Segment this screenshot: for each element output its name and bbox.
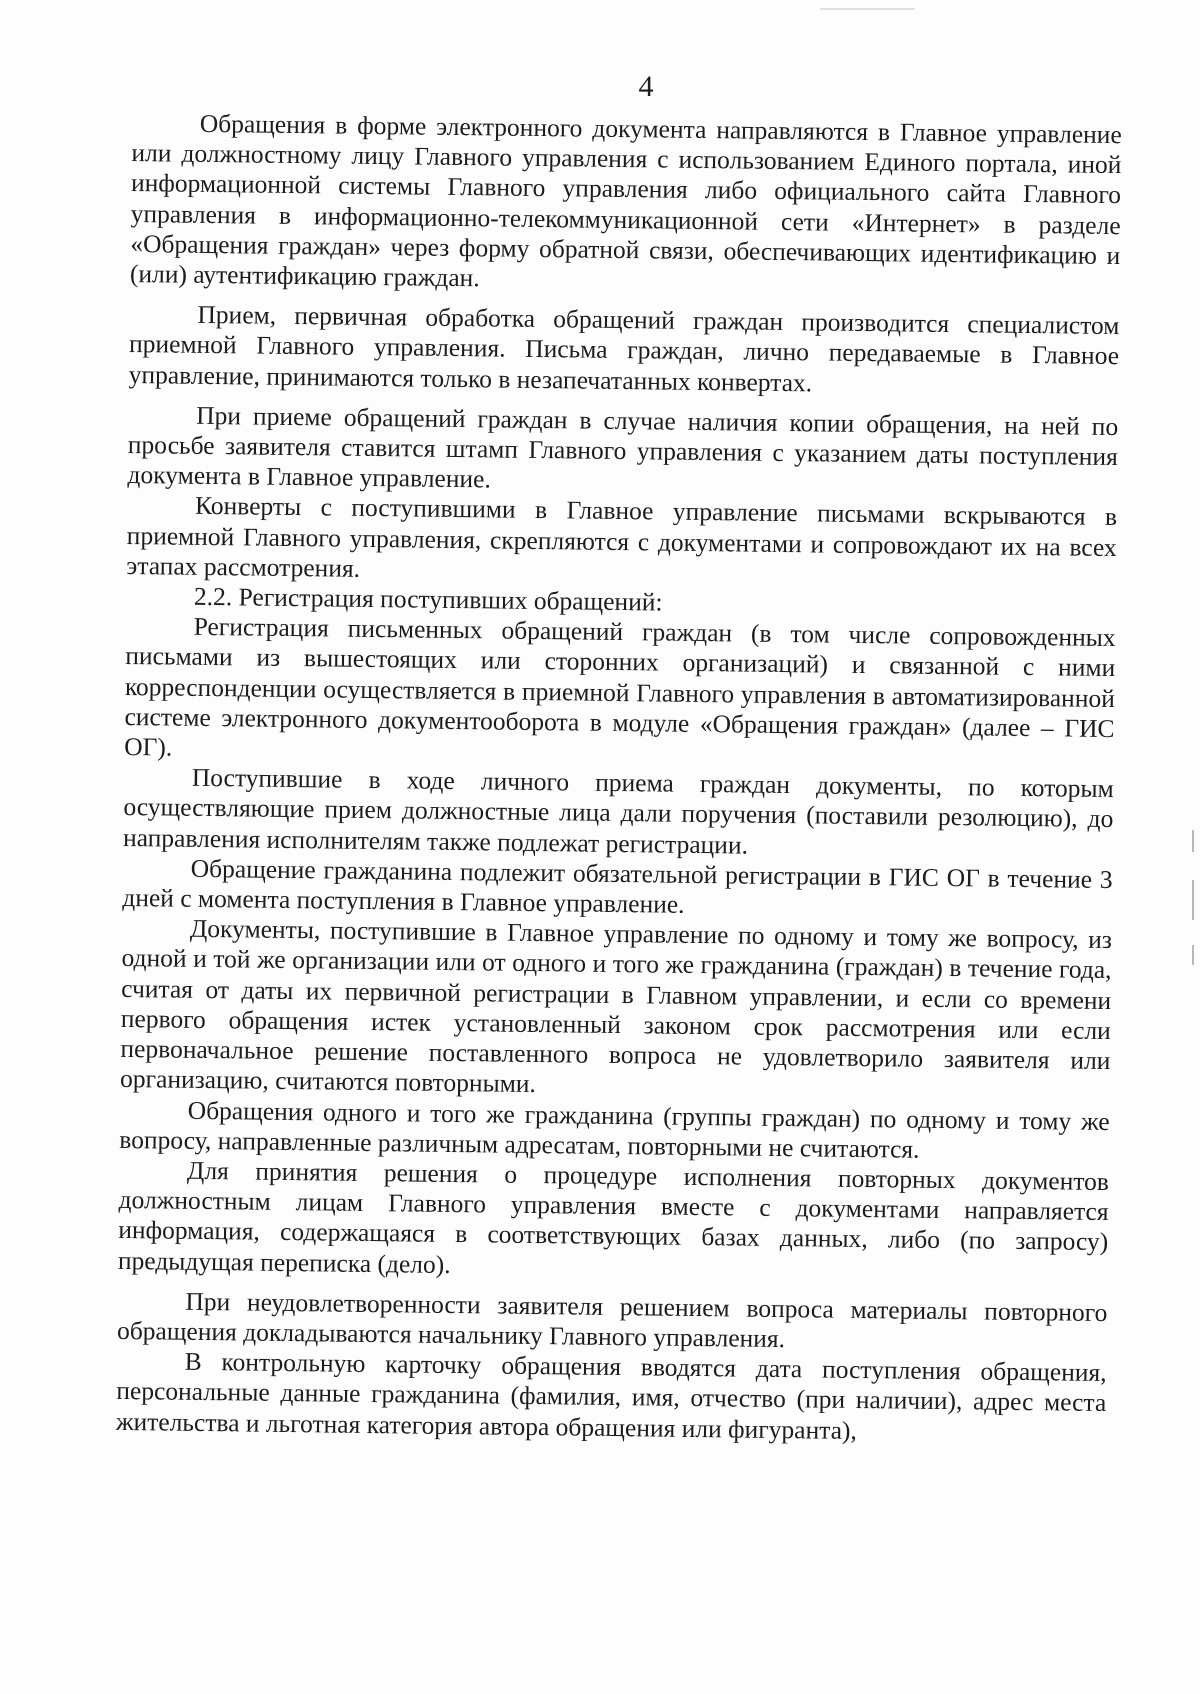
paragraph: Прием, первичная обработка обращений граждан производится специалистом приемной Главного управления. Письма граждан, лично передаваемые в Главное управление, принимаются только в незапечатанных конвертах. — [128, 300, 1120, 397]
paragraph: Обращения одного и того же гражданина (группы граждан) по одному и тому же вопросу, направленные различным адресатам, повторными не считаются. — [119, 1095, 1110, 1164]
paragraph: Для принятия решения о процедуре исполнения повторных документов должностным лицам Главного управления вместе с документами направляется информация, содержащаяся в соответствующих базах данных, либо (по запросу) предыдущая переписка (дело). — [117, 1155, 1110, 1279]
scan-artifact-right — [1192, 830, 1194, 852]
paragraph: При неудовлетворенности заявителя решением вопроса материалы повторного обращения докладываются начальнику Главного управления. — [116, 1286, 1108, 1353]
paragraph: Конверты с поступившими в Главное управление письмами вскрываются в приемной Главного управления, скрепляются с документами и сопровождают их на всех этапах рассмотрения. — [126, 491, 1118, 583]
scan-artifact-top — [820, 0, 915, 10]
section-heading: 2.2. Регистрация поступивших обращений: — [193, 581, 663, 617]
paragraph: Регистрация письменных обращений граждан (в том числе сопровожденных письмами из вышестоящих или сторонних организаций) и связанной с ними корреспонденции осуществляется в приемной Главного управления в автоматизированной системе электронного документооборота в модуле «Обращения граждан» (далее – ГИС ОГ). — [124, 612, 1116, 762]
paragraph: При приеме обращений граждан в случае наличия копии обращения, на ней по просьбе заявителя ставится штамп Главного управления с указанием даты поступления документа в Главное управление. — [127, 400, 1119, 494]
paragraph: Поступившие в ходе личного приема граждан документы, по которым осуществляющие прием должностные лица дали поручения (поставили резолюцию), до направления исполнителям также подлежат регистрации. — [122, 763, 1114, 860]
paragraph: Обращение гражданина подлежит обязательной регистрации в ГИС ОГ в течение 3 дней с момента поступления в Главное управление. — [122, 853, 1113, 919]
paragraph: В контрольную карточку обращения вводятся дата поступления обращения, персональные данные гражданина (фамилия, имя, отчество (при наличии), адрес места жительства и льготная категория автора обращения или фигуранта), — [115, 1346, 1107, 1445]
scan-artifact-right — [1192, 945, 1194, 965]
scan-artifact-right — [1192, 880, 1194, 920]
document-body — [116, 108, 1122, 1449]
paragraph: Обращения в форме электронного документа направляются в Главное управление или должностному лицу Главного управления с использованием Единого портала, иной информационной системы Главного управления либо официального сайта Главного управления в информационно-телекоммуникационной сети «Интернет» в разделе «Обращения граждан» через форму обратной связи, обеспечивающих идентификацию и (или) аутентификацию граждан. — [129, 108, 1122, 293]
paragraph: Документы, поступившие в Главное управление по одному и тому же вопросу, из одной и той же организации или от одного и того же гражданина (граждан) в течение года, считая от даты их первичной регистрации в Главном управлении, и если со времени первого обращения истек установленный законом срок рассмотрения или если первоначальное решение поставленного вопроса не удовлетворило заявителя или организацию, считаются повторными. — [119, 914, 1113, 1099]
page-number: 4 — [638, 70, 654, 103]
